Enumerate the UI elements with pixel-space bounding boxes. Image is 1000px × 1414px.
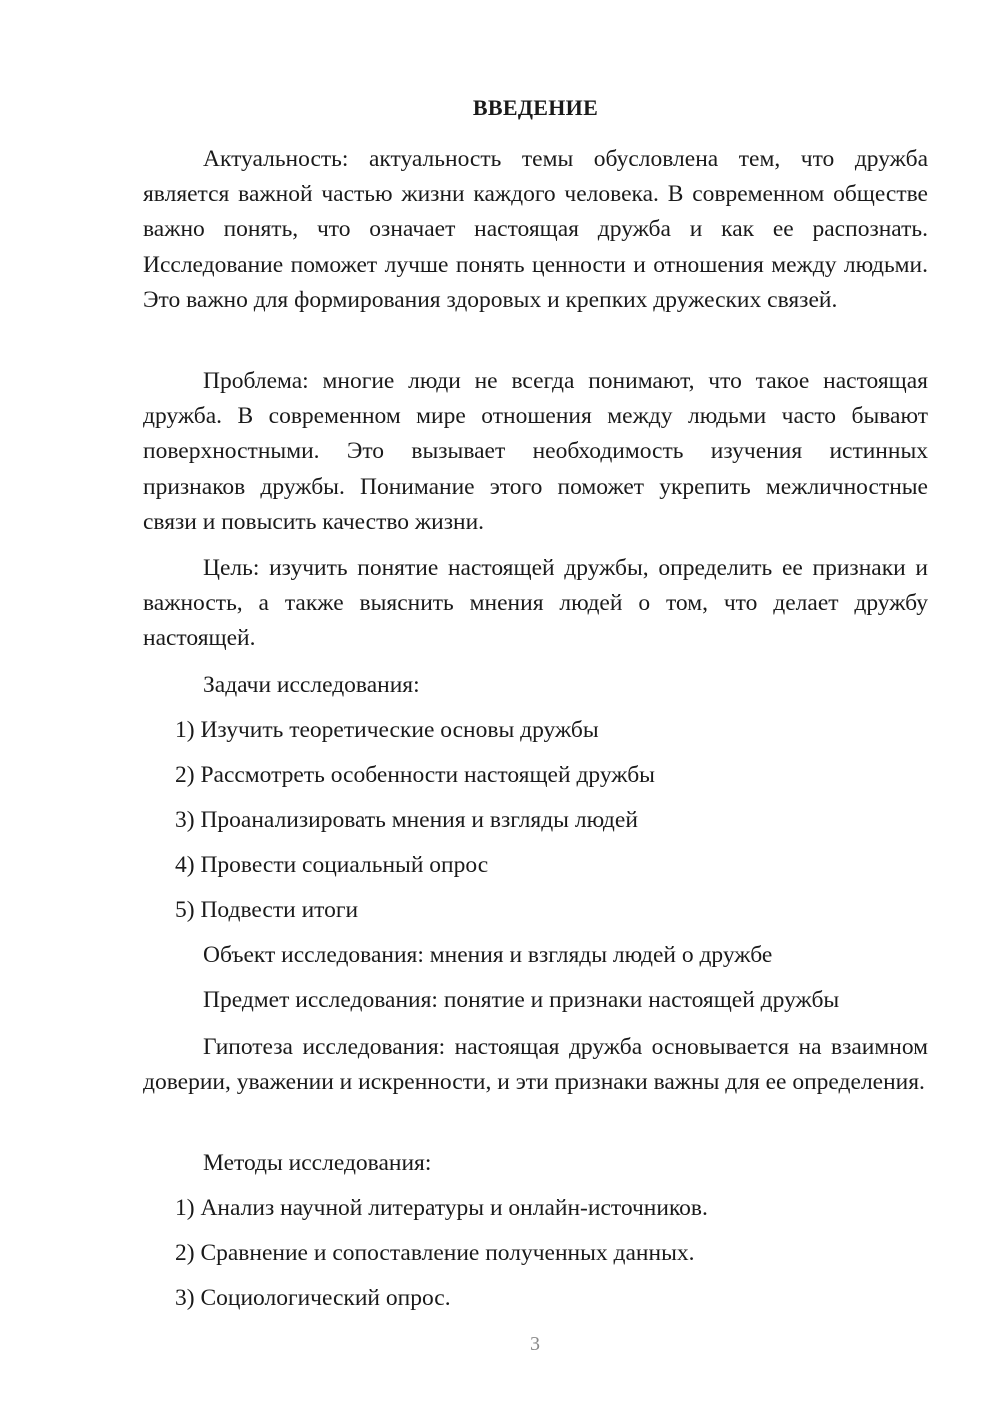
hypothesis-paragraph: Гипотеза исследования: настоящая дружба основывается на взаимном доверии, уважении и искренности, и эти признаки важны для ее определения. — [143, 1034, 928, 1096]
task-item: 2) Рассмотреть особенности настоящей дружбы — [175, 762, 655, 788]
task-item: 5) Подвести итоги — [175, 897, 359, 923]
problem-paragraph: Проблема: многие люди не всегда понимают, что такое настоящая дружба. В современном мире отношения между людьми часто бывают поверхностными. Это вызывает необходимость изучения истинных признаков дружбы. Понимание этого поможет укрепить межличностные связи и повысить качество жизни. — [143, 368, 928, 535]
method-item: 1) Анализ научной литературы и онлайн-источников. — [175, 1195, 708, 1221]
goal-paragraph: Цель: изучить понятие настоящей дружбы, определить ее признаки и важность, а также выяснить мнения людей о том, что делает дружбу настоящей. — [143, 555, 928, 652]
research-subject: Предмет исследования: понятие и признаки настоящей дружбы — [203, 987, 840, 1013]
method-item: 3) Социологический опрос. — [175, 1285, 451, 1311]
task-item: 4) Провести социальный опрос — [175, 852, 489, 878]
actuality-paragraph: Актуальность: актуальность темы обусловлена тем, что дружба является важной частью жизни каждого человека. В современном обществе важно понять, что означает настоящая дружба и как ее распознать. Исследование поможет лучше понять ценности и отношения между людьми. Это важно для формирования здоровых и крепких дружеских связей. — [143, 146, 928, 313]
page-title: ВВЕДЕНИЕ — [472, 95, 599, 120]
page-number: 3 — [530, 1333, 540, 1355]
method-item: 2) Сравнение и сопоставление полученных данных. — [175, 1240, 695, 1266]
research-object: Объект исследования: мнения и взгляды людей о дружбе — [203, 942, 773, 968]
task-item: 3) Проанализировать мнения и взгляды людей — [175, 807, 638, 833]
methods-heading: Методы исследования: — [203, 1150, 432, 1176]
task-item: 1) Изучить теоретические основы дружбы — [175, 717, 599, 743]
tasks-heading: Задачи исследования: — [203, 672, 420, 698]
